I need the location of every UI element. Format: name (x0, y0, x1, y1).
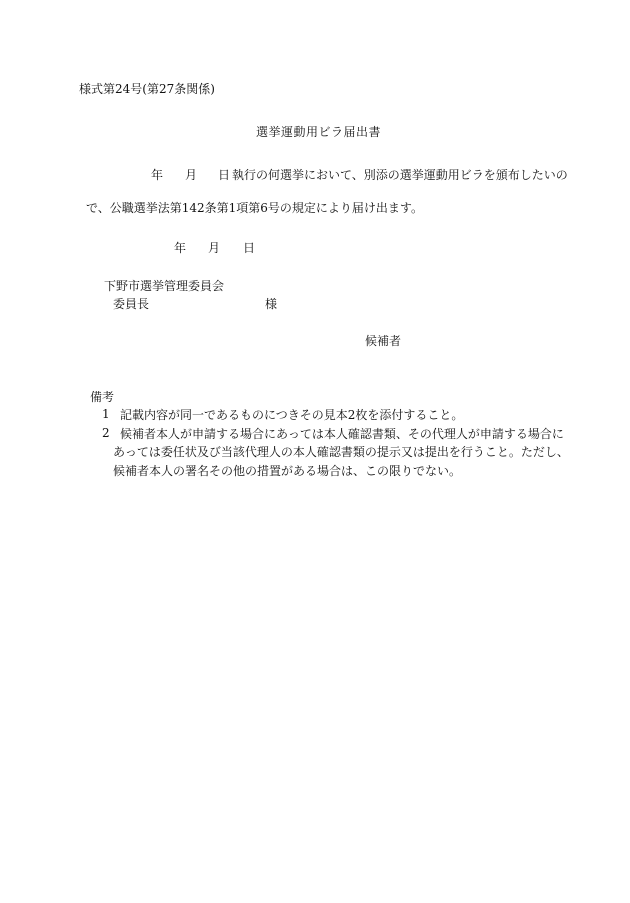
note-2-text-line-3: 候補者本人の署名その他の措置がある場合は、この限りでない。 (113, 464, 462, 478)
addressee-committee: 下野市選挙管理委員会 (104, 279, 225, 293)
chair-label: 委員長 (113, 297, 150, 311)
body-paragraph-line-2: で、公職選挙法第142条第1項第6号の規定により届け出ます。 (86, 201, 423, 215)
form-number: 様式第24号(第27条関係) (79, 82, 215, 96)
body-year-label: 年 (151, 168, 164, 182)
body-month-label: 月 (185, 168, 198, 182)
date-year-label: 年 (174, 241, 187, 255)
note-2-text-line-2: あっては委任状及び当該代理人の本人確認書類の提示又は提出を行うこと。ただし、 (113, 445, 569, 459)
date-day-label: 日 (243, 241, 256, 255)
note-2-text-line-1: 候補者本人が申請する場合にあっては本人確認書類、その代理人が申請する場合に (120, 427, 564, 441)
body-day-label: 日 (218, 168, 231, 182)
candidate-label: 候補者 (365, 334, 402, 348)
note-1-number: 1 (102, 407, 110, 421)
chair-honorific: 様 (265, 297, 278, 311)
note-2-number: 2 (102, 426, 110, 440)
body-line-1-text: 執行の何選挙において、別添の選挙運動用ビラを頒布したいの (232, 168, 568, 182)
date-month-label: 月 (208, 241, 221, 255)
document-title: 選挙運動用ビラ届出書 (256, 125, 382, 139)
notes-heading: 備考 (90, 390, 115, 404)
note-1-text: 記載内容が同一であるものにつきその見本2枚を添付すること。 (120, 408, 464, 422)
